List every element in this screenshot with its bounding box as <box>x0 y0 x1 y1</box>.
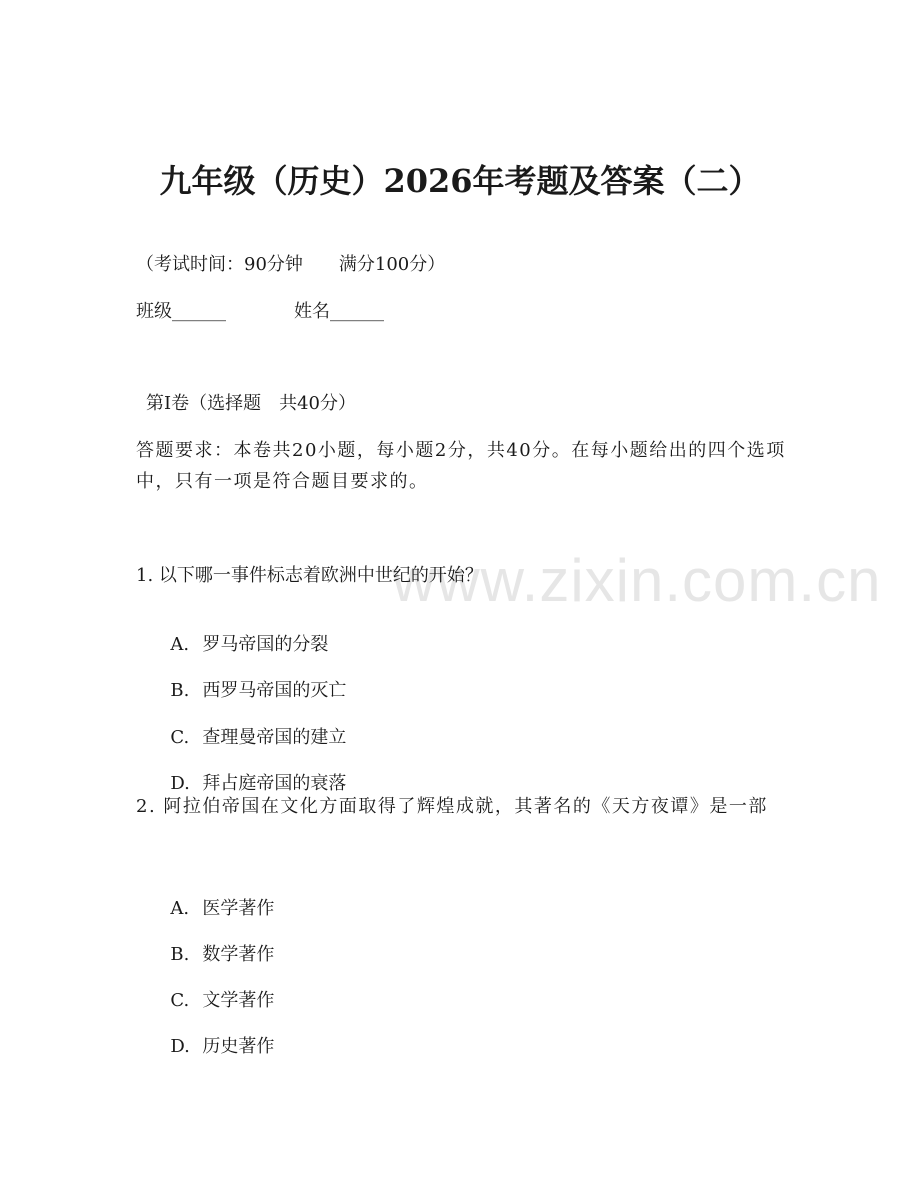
option-text: 医学著作 <box>202 898 275 919</box>
section-title: 第I卷（选择题 共40分） <box>146 393 357 414</box>
watermark: www.zixin.com.cn <box>392 547 882 614</box>
option-letter: D. <box>170 773 190 794</box>
option-letter: D. <box>170 1036 190 1057</box>
instructions: 答题要求：本卷共20小题，每小题2分，共40分。在每小题给出的四个选项中，只有一项是符合题目要求的。 <box>136 440 786 492</box>
option-text: 拜占庭帝国的衰落 <box>202 773 347 794</box>
option-text: 文学著作 <box>202 990 275 1011</box>
question-stem: 1. 以下哪一事件标志着欧洲中世纪的开始？ <box>136 565 483 586</box>
class-field-label: 班级______ <box>136 301 226 322</box>
question-stem: 2. 阿拉伯帝国在文化方面取得了辉煌成就，其著名的《天方夜谭》是一部 <box>136 796 768 817</box>
option-letter: C. <box>170 727 190 748</box>
option-letter: B. <box>170 680 190 701</box>
option-letter: A. <box>170 634 190 655</box>
option-letter: A. <box>170 898 190 919</box>
option-letter: B. <box>170 944 190 965</box>
name-field-label: 姓名______ <box>294 301 384 322</box>
option-text: 查理曼帝国的建立 <box>202 727 347 748</box>
option-text: 西罗马帝国的灭亡 <box>202 680 347 701</box>
question-option <box>136 1011 274 1083</box>
page-title: 九年级（历史）2026年考题及答案（二） <box>159 162 761 200</box>
option-text: 历史著作 <box>202 1036 275 1057</box>
exam-info: （考试时间：90分钟 满分100分） <box>136 254 446 275</box>
option-letter: C. <box>170 990 190 1011</box>
option-text: 罗马帝国的分裂 <box>202 634 329 655</box>
option-text: 数学著作 <box>202 944 275 965</box>
